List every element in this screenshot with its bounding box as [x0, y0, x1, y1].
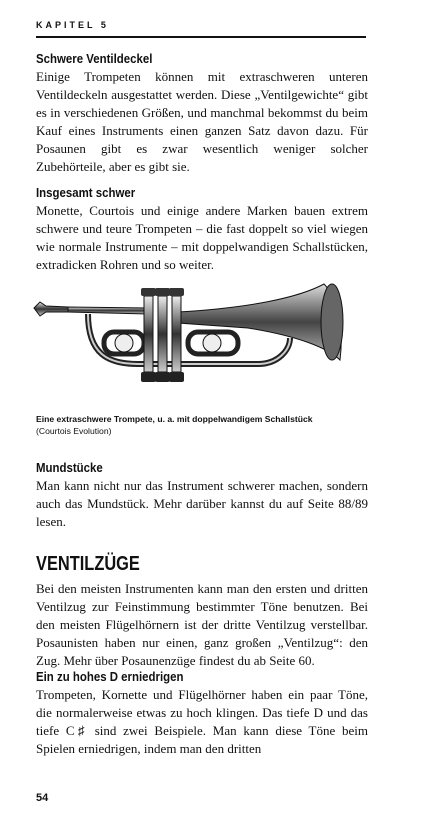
trumpet-illustration — [28, 278, 368, 398]
paragraph-ventilzuege: Bei den meisten Instrumenten kann man den ersten und dritten Ventilzug zur Feinstimmung bestimmter Töne benutzen. Bei den meisten Flügelhörnern ist der dritte Ventilzug verstellbar. Posaunisten haben nur einen, ganz großen „Ventilzug“: den Zug. Mehr über Posaunenzüge findest du ab Seite 60. — [36, 581, 368, 668]
page-number: 54 — [36, 792, 49, 804]
heading-hohes-d: Ein zu hohes D erniedrigen — [36, 669, 184, 684]
header-rule — [36, 36, 366, 38]
figure-caption — [36, 413, 376, 437]
paragraph-hohes-d: Trompeten, Kornette und Flügelhörner haben ein paar Töne, die normalerweise etwas zu hoch klingen. Das tiefe D und das tiefe C♯ sind zwei Beispiele. Man kann diese Töne beim Spielen erniedrigen, indem man den dritten — [36, 687, 368, 756]
chapter-label: KAPITEL 5 — [36, 20, 109, 30]
paragraph-insgesamt-schwer: Monette, Courtois und einige andere Marken bauen extrem schwere und teure Trompeten – die fast doppelt so viel wiegen wie normale Instrumente – mit doppelwandigen Schallstücken, extradicken Rohren und so weiter. — [36, 203, 368, 272]
paragraph-ventildeckel: Einige Trompeten können mit extraschweren unteren Ventildeckeln ausgestattet werden. Diese „Ventilgewichte“ gibt es in verschiedenen Größen, und manchmal bekommst du beim Kauf eines Instruments einen ganzen Satz davon dazu. Für Posaunen gibt es zwar wesentlich weniger solcher Zubehörteile, aber es gibt sie. — [36, 69, 368, 174]
figure-caption-sub: (Courtois Evolution) — [36, 426, 112, 436]
heading-mundstuecke: Mundstücke — [36, 460, 103, 475]
figure-caption-bold: Eine extraschwere Trompete, u. a. mit doppelwandigem Schallstück — [36, 414, 313, 424]
paragraph-mundstuecke: Man kann nicht nur das Instrument schwerer machen, sondern auch das Mundstück. Mehr darüber kannst du auf Seite 88/89 lesen. — [36, 478, 368, 529]
heading-ventilzuege: VENTILZÜGE — [36, 553, 140, 575]
heading-schwere-ventildeckel: Schwere Ventildeckel — [36, 51, 153, 66]
heading-insgesamt-schwer: Insgesamt schwer — [36, 185, 136, 200]
running-header — [36, 20, 366, 30]
